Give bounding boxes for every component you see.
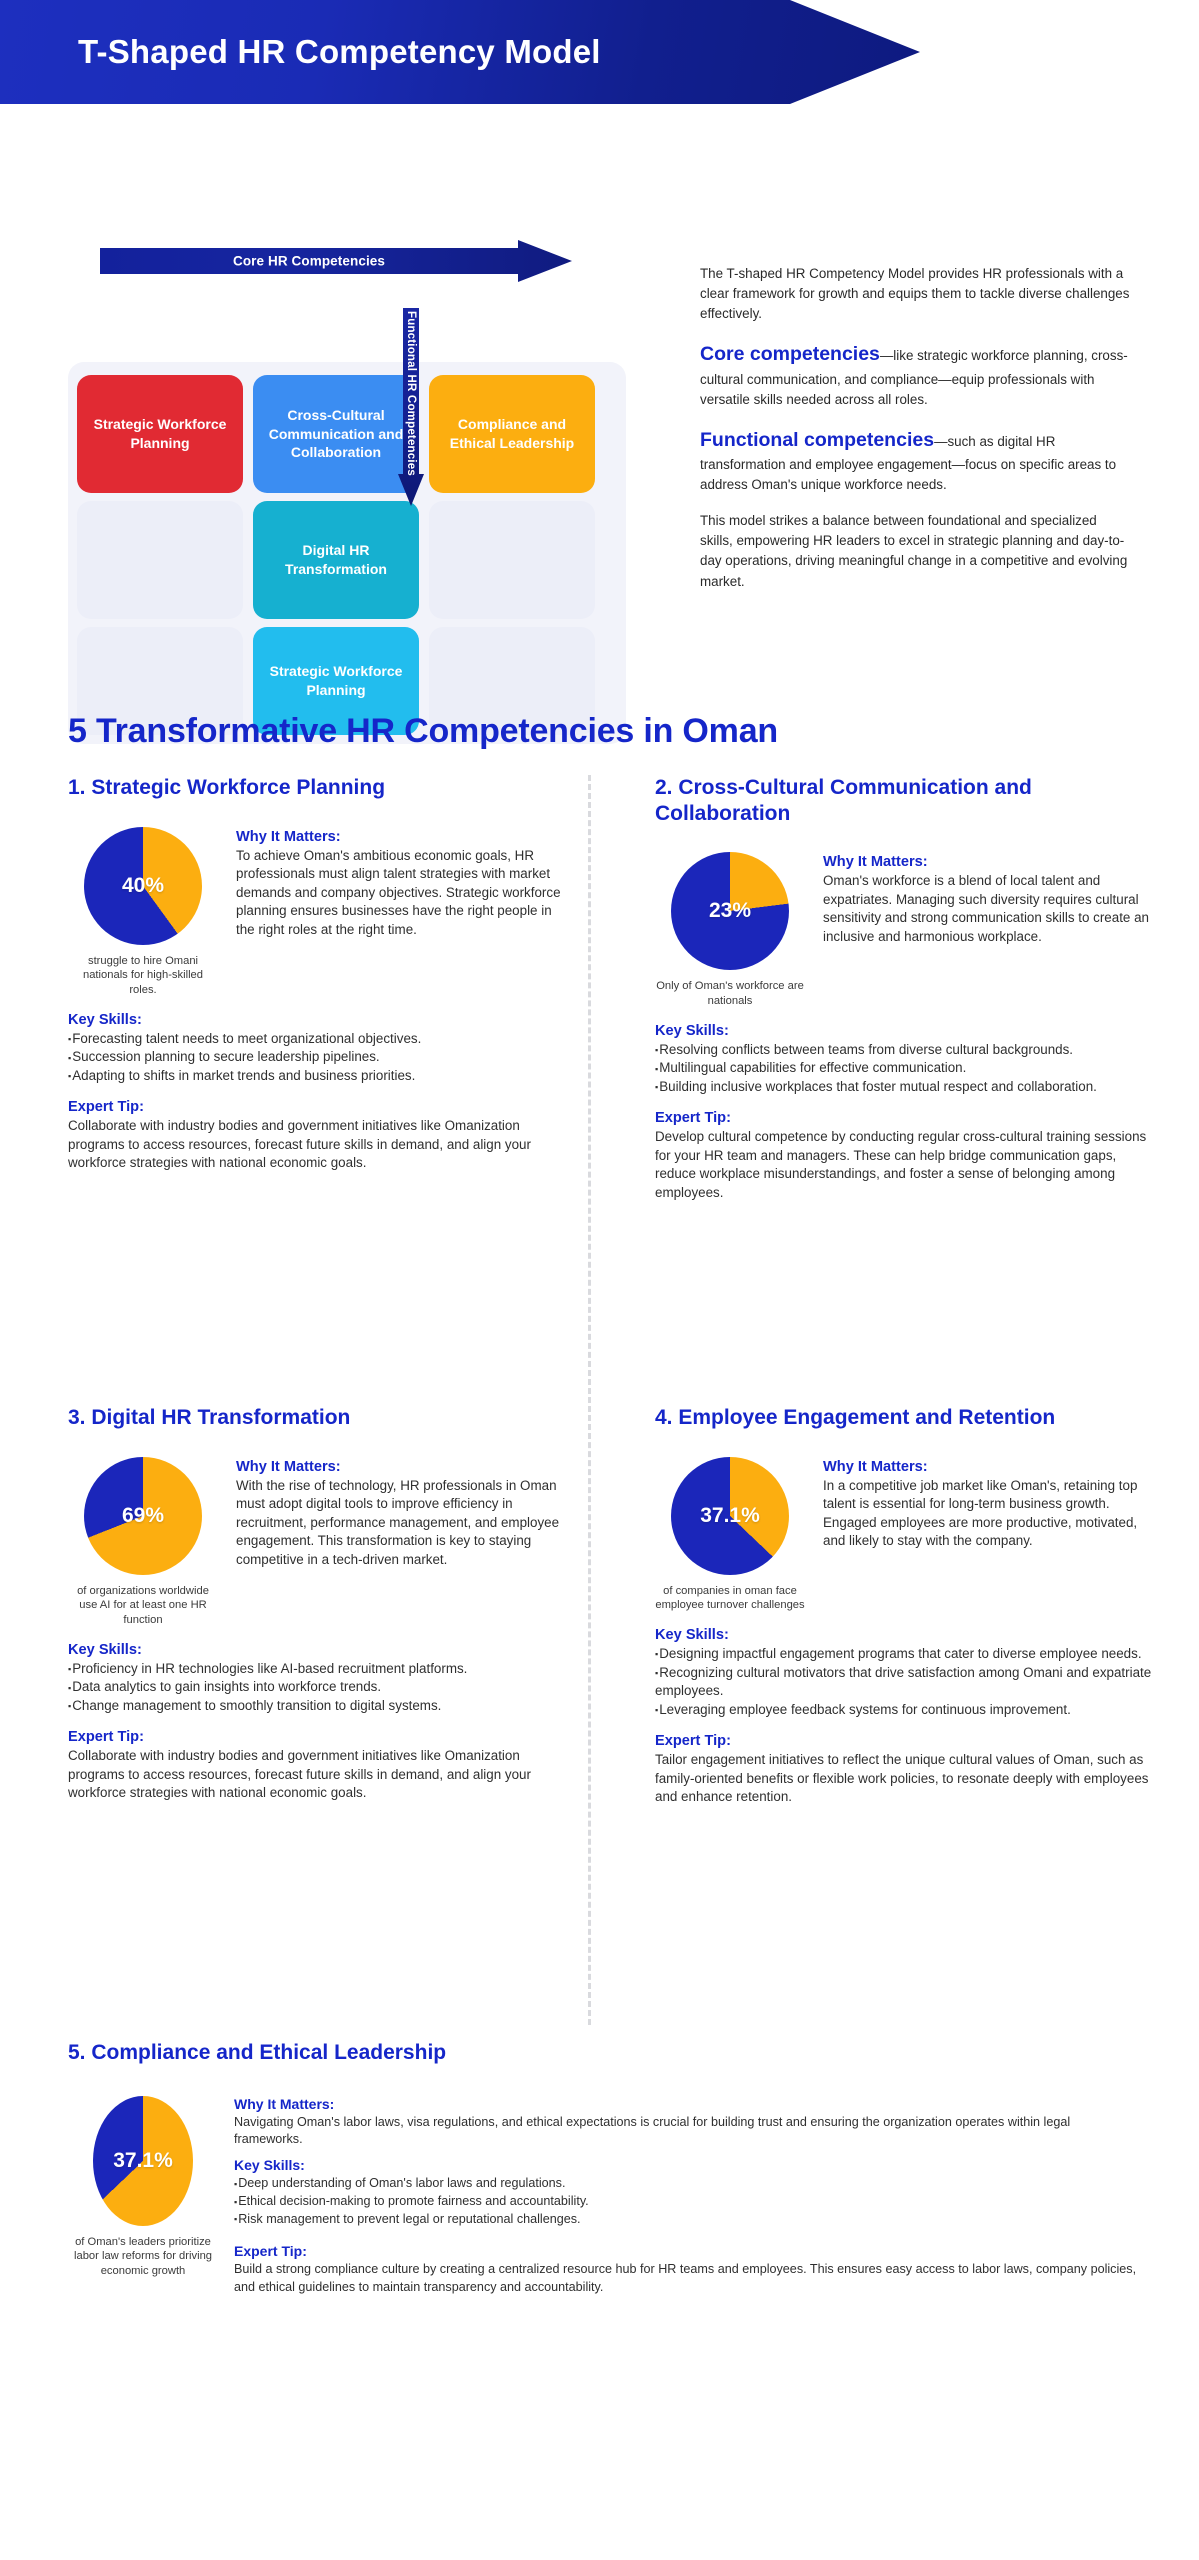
core-competencies-text: —like strategic workforce planning, cross-cultural communication, and compliance—equip professionals with versatile skills needed across all roles. (700, 348, 1128, 407)
competency-1-tip-block (68, 1099, 568, 1173)
competency-3-skills-block (68, 1642, 568, 1716)
list-item: ▪ Leveraging employee feedback systems for continuous improvement. (655, 1701, 1155, 1720)
list-item: ▪ Designing impactful engagement programs that cater to diverse employee needs. (655, 1645, 1155, 1664)
t-model-core-paragraph (700, 340, 1130, 409)
list-item: ▪ Building inclusive workplaces that foster mutual respect and collaboration. (655, 1078, 1155, 1097)
why-it-matters-text-4: In a competitive job market like Oman's, retaining top talent is essential for long-term business growth. Engaged employees are more productive, motivated, and likely to stay with the company. (823, 1477, 1138, 1549)
list-item: ▪ Multilingual capabilities for effective communication. (655, 1059, 1155, 1078)
expert-tip-label-5: Expert Tip: (234, 2242, 307, 2259)
competency-2-why-block (823, 852, 1155, 946)
competency-4-pie-wrap (655, 1457, 805, 1614)
list-item: ▪ Recognizing cultural motivators that drive satisfaction among Omani and expatriate employees. (655, 1664, 1155, 1701)
why-it-matters-label-1: Why It Matters: (236, 828, 341, 845)
why-it-matters-text-5: Navigating Oman's labor laws, visa regulations, and ethical expectations is crucial for building trust and ensuring the organization operates within legal frameworks. (234, 2114, 1071, 2147)
list-item: ▪ Succession planning to secure leadership pipelines. (68, 1048, 568, 1067)
competency-4-title: 4. Employee Engagement and Retention (655, 1406, 1056, 1429)
why-it-matters-label-3: Why It Matters: (236, 1458, 341, 1475)
key-skills-list-1 (68, 1030, 568, 1086)
competency-4-tip-block (655, 1733, 1155, 1807)
competency-3-why-block (236, 1457, 568, 1570)
competency-4-skills-block (655, 1627, 1155, 1719)
expert-tip-text-4: Tailor engagement initiatives to reflect the unique cultural values of Oman, such as family-oriented benefits or flexible work policies, to resonate deeply with employees and enhance retention. (655, 1752, 1149, 1805)
pie-chart-4-value: 37.1% (700, 1503, 760, 1527)
pie-chart-3 (84, 1457, 202, 1575)
t-model-section (0, 104, 1199, 698)
competency-3-title: 3. Digital HR Transformation (68, 1406, 351, 1429)
pie-chart-2-value: 23% (708, 899, 752, 923)
key-skills-list-2 (655, 1041, 1155, 1097)
expert-tip-label-2: Expert Tip: (655, 1110, 731, 1127)
list-item: ▪ Forecasting talent needs to meet organizational objectives. (68, 1030, 568, 1049)
competency-2-skills-block (655, 1023, 1155, 1097)
competency-5-content (234, 2096, 1138, 2297)
header-banner (0, 0, 920, 104)
list-item: ▪ Deep understanding of Oman's labor laws and regulations. (234, 2175, 1138, 2193)
competency-1-why-block (236, 827, 568, 940)
pie-chart-4-caption: of companies in oman face employee turnover challenges (655, 1584, 805, 1612)
pie-chart-1-caption: struggle to hire Omani nationals for high-skilled roles. (82, 954, 204, 997)
why-it-matters-label-4: Why It Matters: (823, 1458, 928, 1475)
competency-2-tip-block (655, 1110, 1155, 1202)
expert-tip-label-3: Expert Tip: (68, 1729, 144, 1746)
competency-card-5 (68, 2040, 1138, 2311)
functional-competencies-heading: Functional competencies (700, 428, 935, 451)
t-model-intro-paragraph: The T-shaped HR Competency Model provides HR professionals with a clear framework for growth and equips them to tackle diverse challenges effectively. (700, 266, 1130, 322)
expert-tip-label-4: Expert Tip: (655, 1733, 731, 1750)
competency-5-title: 5. Compliance and Ethical Leadership (68, 2041, 447, 2064)
competency-card-4 (655, 1405, 1155, 1807)
list-item: ▪ Adapting to shifts in market trends and business priorities. (68, 1067, 568, 1086)
key-skills-list-3 (68, 1660, 568, 1716)
main-section-title: 5 Transformative HR Competencies in Oman (68, 712, 778, 750)
competency-3-pie-wrap (68, 1457, 218, 1628)
key-skills-label-2: Key Skills: (655, 1022, 729, 1039)
pie-chart-1-value: 40% (121, 873, 165, 897)
expert-tip-text-1: Collaborate with industry bodies and government initiatives like Omanization programs to access resources, forecast future skills in demand, and align your workforce strategies with national economic goals. (68, 1118, 531, 1171)
pie-chart-5 (93, 2096, 193, 2226)
competency-card-1 (68, 775, 568, 1173)
empty-cell-r2c3 (429, 501, 595, 619)
why-it-matters-label-5: Why It Matters: (234, 2095, 335, 2112)
pie-chart-3-caption: of organizations worldwide use AI for at least one HR function (77, 1584, 209, 1627)
pie-chart-3-value: 69% (121, 1503, 165, 1527)
competency-2-top (655, 852, 1155, 1009)
functional-competencies-text: —such as digital HR transformation and employee engagement—focus on specific areas to address Oman's unique workforce needs. (700, 433, 1117, 493)
competency-1-pie-wrap (68, 827, 218, 998)
core-competencies-heading: Core competencies (700, 343, 880, 366)
why-it-matters-text-1: To achieve Oman's ambitious economic goals, HR professionals must align talent strategies with market demands and company objectives. Strategic workforce planning ensures businesses have the right people in the right roles at the right time. (236, 847, 561, 937)
list-item: ▪ Risk management to prevent legal or reputational challenges. (234, 2211, 1138, 2229)
core-arrow-label: Core HR Competencies (232, 253, 386, 269)
competency-2-pie-wrap (655, 852, 805, 1009)
competency-5-top (68, 2096, 1138, 2297)
competency-2-title: 2. Cross-Cultural Communication and Collaboration (655, 776, 1032, 825)
list-item: ▪ Ethical decision-making to promote fairness and accountability. (234, 2193, 1138, 2211)
competency-3-top (68, 1457, 568, 1628)
pie-chart-5-value: 37.1% (113, 2148, 173, 2172)
list-item: ▪ Change management to smoothly transition to digital systems. (68, 1697, 568, 1716)
pie-chart-4 (671, 1457, 789, 1575)
competency-4-top (655, 1457, 1155, 1614)
list-item: ▪ Data analytics to gain insights into workforce trends. (68, 1678, 568, 1697)
core-competencies-arrow (100, 240, 572, 282)
expert-tip-text-3: Collaborate with industry bodies and government initiatives like Omanization programs to access resources, forecast future skills in demand, and align your workforce strategies with national economic goals. (68, 1748, 531, 1801)
competency-cell-strategic-workforce-planning[interactable]: Strategic Workforce Planning (77, 375, 243, 493)
pie-chart-2-caption: Only of Oman's workforce are nationals (656, 980, 804, 1007)
key-skills-label-3: Key Skills: (68, 1641, 142, 1658)
column-divider (588, 775, 591, 2025)
t-model-description (700, 264, 1130, 592)
competency-1-top (68, 827, 568, 998)
list-item: ▪ Proficiency in HR technologies like AI-based recruitment platforms. (68, 1660, 568, 1679)
competency-1-title: 1. Strategic Workforce Planning (68, 776, 386, 799)
pie-chart-2 (671, 852, 789, 970)
competency-cell-strategic-workforce-planning-2[interactable]: Strategic Workforce Planning (253, 627, 419, 735)
competency-cell-compliance-ethical-leadership[interactable]: Compliance and Ethical Leadership (429, 375, 595, 493)
why-it-matters-text-2: Oman's workforce is a blend of local talent and expatriates. Managing such diversity requires cultural sensitivity and strong communication skills to create an inclusive and harmonious workplace. (823, 873, 1149, 944)
competency-5-tip-block (234, 2243, 1138, 2297)
t-model-closing-paragraph: This model strikes a balance between foundational and specialized skills, empowering HR leaders to excel in strategic planning and day-to-day operations, driving meaningful change in a competitive and evolving market. (700, 513, 1128, 589)
why-it-matters-text-3: With the rise of technology, HR professionals in Oman must adopt digital tools to improve efficiency in recruitment, performance management, and employee engagement. This transformation is key to staying competitive in a tech-driven market. (236, 1477, 560, 1567)
page-title: T-Shaped HR Competency Model (78, 33, 601, 70)
list-item: ▪ Resolving conflicts between teams from diverse cultural backgrounds. (655, 1041, 1155, 1060)
pie-chart-5-caption: of Oman's leaders prioritize labor law reforms for driving economic growth (73, 2235, 213, 2278)
why-it-matters-label-2: Why It Matters: (823, 854, 928, 871)
competency-card-2 (655, 775, 1155, 1202)
key-skills-list-4 (655, 1645, 1155, 1719)
pie-chart-1 (84, 827, 202, 945)
expert-tip-label-1: Expert Tip: (68, 1099, 144, 1116)
competency-1-skills-block (68, 1012, 568, 1086)
competency-card-3 (68, 1405, 568, 1803)
competency-4-why-block (823, 1457, 1155, 1551)
expert-tip-text-5: Build a strong compliance culture by creating a centralized resource hub for HR teams and employees. This ensures easy access to labor laws, company policies, and ethical guidelines to maintain transparency and accountability. (234, 2261, 1137, 2294)
competency-cell-cross-cultural-communication[interactable]: Cross-Cultural Communication and Collaboration (253, 375, 419, 493)
key-skills-label-4: Key Skills: (655, 1627, 729, 1644)
expert-tip-text-2: Develop cultural competence by conducting regular cross-cultural training sessions for your HR team and managers. These can help bridge communication gaps, reduce workplace misunderstandings, and foster a sense of belonging among employees. (655, 1129, 1147, 1200)
competency-3-tip-block (68, 1729, 568, 1803)
functional-arrow-label: Functional HR Competencies (405, 310, 417, 476)
t-model-functional-paragraph (700, 426, 1130, 495)
key-skills-label-5: Key Skills: (234, 2157, 305, 2174)
competency-5-skills-block (234, 2157, 1138, 2229)
competency-5-pie-wrap (68, 2096, 218, 2279)
empty-cell-r2c1 (77, 501, 243, 619)
key-skills-label-1: Key Skills: (68, 1011, 142, 1028)
competency-cell-digital-hr-transformation[interactable]: Digital HR Transformation (253, 501, 419, 619)
key-skills-list-5 (234, 2175, 1138, 2229)
